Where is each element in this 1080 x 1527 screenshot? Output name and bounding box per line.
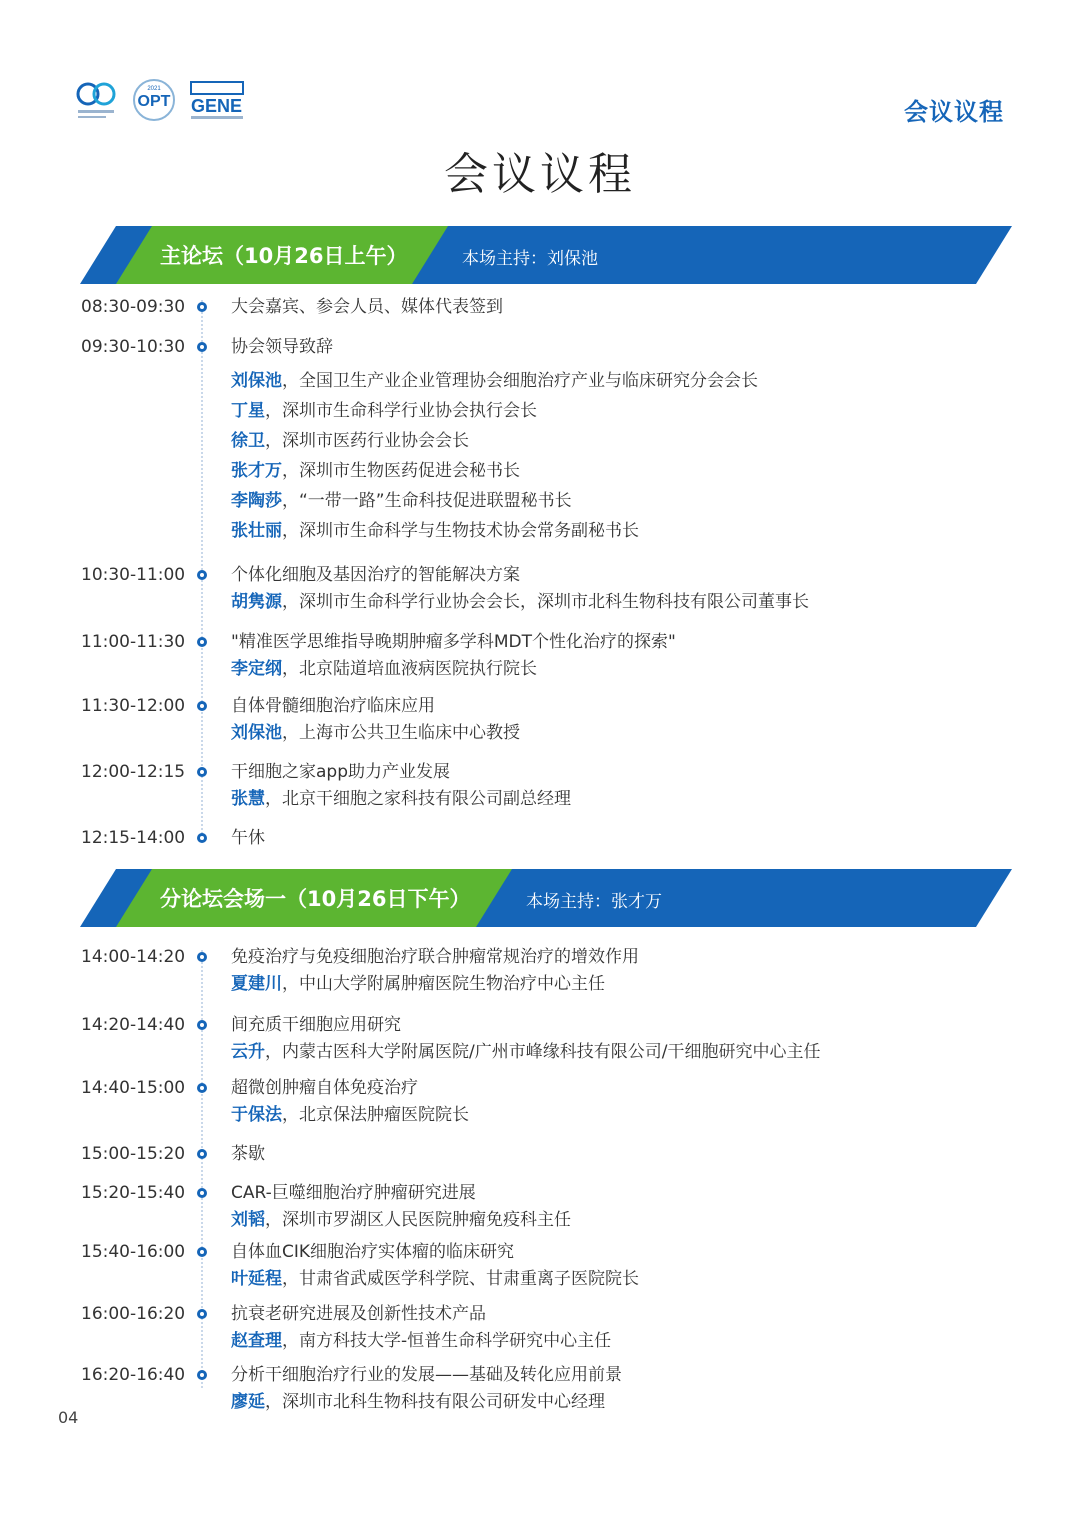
speaker-line xyxy=(231,972,1031,996)
speaker-name: 廖延 xyxy=(231,1392,265,1412)
speaker-role: ，北京陆道培血液病医院执行院长 xyxy=(282,659,537,679)
timeline-dot-icon xyxy=(196,1019,208,1031)
speaker-role: ，深圳市医药行业协会会长 xyxy=(265,431,469,451)
session-banner-main xyxy=(80,226,1012,284)
speaker-line xyxy=(231,399,1031,423)
logo-opt-text: OPT xyxy=(137,93,171,110)
speaker-role: ，全国卫生产业企业管理协会细胞治疗产业与临床研究分会会长 xyxy=(282,371,758,391)
speaker-line xyxy=(231,590,1031,614)
speaker-line xyxy=(231,519,1031,543)
timeline-dot-icon xyxy=(196,636,208,648)
speaker-role: ，内蒙古医科大学附属医院/广州市峰缘科技有限公司/干细胞研究中心主任 xyxy=(265,1042,821,1062)
timeline-dot-icon xyxy=(196,951,208,963)
conference-logos-icon xyxy=(76,78,256,126)
speaker-role: ，深圳市北科生物科技有限公司研发中心经理 xyxy=(265,1392,605,1412)
speaker-role: ，深圳市生命科学行业协会会长，深圳市北科生物科技有限公司董事长 xyxy=(282,592,809,612)
agenda-topic: 超微创肿瘤自体免疫治疗 xyxy=(231,1078,418,1098)
timeline-dot-icon xyxy=(196,832,208,844)
speaker-line xyxy=(231,1329,1031,1353)
session-host: 本场主持：刘保池 xyxy=(462,249,598,269)
agenda-time: 14:20-14:40 xyxy=(81,1015,186,1035)
speaker-name: 叶延程 xyxy=(231,1269,282,1289)
speaker-name: 李定纲 xyxy=(231,659,282,679)
speaker-name: 胡隽源 xyxy=(231,592,282,612)
speaker-line xyxy=(231,1103,1031,1127)
timeline-dot-icon xyxy=(196,341,208,353)
speaker-line xyxy=(231,489,1031,513)
speaker-role: ，深圳市生命科学行业协会执行会长 xyxy=(265,401,537,421)
agenda-topic: 间充质干细胞应用研究 xyxy=(231,1015,401,1035)
agenda-time: 16:00-16:20 xyxy=(81,1304,186,1324)
speaker-role: ，“一带一路”生命科技促进联盟秘书长 xyxy=(282,491,572,511)
agenda-time: 11:30-12:00 xyxy=(81,696,186,716)
timeline-dot-icon xyxy=(196,1148,208,1160)
agenda-topic: 干细胞之家app助力产业发展 xyxy=(231,762,450,782)
agenda-topic: 分析干细胞治疗行业的发展——基础及转化应用前景 xyxy=(231,1365,622,1385)
agenda-time: 11:00-11:30 xyxy=(81,632,186,652)
agenda-topic: 个体化细胞及基因治疗的智能解决方案 xyxy=(231,565,520,585)
speaker-role: ，北京干细胞之家科技有限公司副总经理 xyxy=(265,789,571,809)
agenda-time: 15:20-15:40 xyxy=(81,1183,186,1203)
agenda-topic: 午休 xyxy=(231,828,265,848)
agenda-topic: 大会嘉宾、参会人员、媒体代表签到 xyxy=(231,297,503,317)
agenda-time: 15:40-16:00 xyxy=(81,1242,186,1262)
speaker-name: 张慧 xyxy=(231,789,265,809)
timeline-dot-icon xyxy=(196,1187,208,1199)
timeline-line xyxy=(201,950,203,1390)
agenda-time: 12:15-14:00 xyxy=(81,828,186,848)
speaker-name: 刘保池 xyxy=(231,723,282,743)
logo-gene-text: GENE xyxy=(191,96,243,116)
speaker-role: ，南方科技大学-恒普生命科学研究中心主任 xyxy=(282,1331,612,1351)
agenda-topic: 抗衰老研究进展及创新性技术产品 xyxy=(231,1304,486,1324)
agenda-time: 10:30-11:00 xyxy=(81,565,186,585)
speaker-name: 张才万 xyxy=(231,461,282,481)
speaker-line xyxy=(231,1267,1031,1291)
timeline-dot-icon xyxy=(196,1308,208,1320)
timeline-dot-icon xyxy=(196,1369,208,1381)
speaker-name: 刘韬 xyxy=(231,1210,265,1230)
speaker-role: ，上海市公共卫生临床中心教授 xyxy=(282,723,520,743)
agenda-time: 12:00-12:15 xyxy=(81,762,186,782)
agenda-time: 16:20-16:40 xyxy=(81,1365,186,1385)
speaker-line xyxy=(231,429,1031,453)
agenda-time: 14:00-14:20 xyxy=(81,947,186,967)
speaker-line xyxy=(231,459,1031,483)
speaker-role: ，甘肃省武威医学科学院、甘肃重离子医院院长 xyxy=(282,1269,639,1289)
header-logos xyxy=(76,78,256,126)
timeline-dot-icon xyxy=(196,1246,208,1258)
timeline-dot-icon xyxy=(196,700,208,712)
agenda-topic: 茶歇 xyxy=(231,1144,265,1164)
speaker-line xyxy=(231,721,1031,745)
speaker-line xyxy=(231,1390,1031,1414)
speaker-role: ，深圳市罗湖区人民医院肿瘤免疫科主任 xyxy=(265,1210,571,1230)
agenda-topic: 自体血CIK细胞治疗实体瘤的临床研究 xyxy=(231,1242,515,1262)
agenda-time: 15:00-15:20 xyxy=(81,1144,186,1164)
session-title: 主论坛（10月26日上午） xyxy=(160,244,408,268)
timeline-dot-icon xyxy=(196,1082,208,1094)
timeline-dot-icon xyxy=(196,569,208,581)
speaker-name: 徐卫 xyxy=(231,431,265,451)
speaker-line xyxy=(231,1040,1031,1064)
agenda-time: 14:40-15:00 xyxy=(81,1078,186,1098)
speaker-line xyxy=(231,657,1031,681)
header-section-label: 会议议程 xyxy=(904,98,1004,126)
speaker-name: 李陶莎 xyxy=(231,491,282,511)
speaker-name: 夏建川 xyxy=(231,974,282,994)
agenda-topic: CAR-巨噬细胞治疗肿瘤研究进展 xyxy=(231,1183,476,1203)
timeline-dot-icon xyxy=(196,766,208,778)
session-banner-forum-1 xyxy=(80,869,1012,927)
speaker-line xyxy=(231,1208,1031,1232)
speaker-name: 于保法 xyxy=(231,1105,282,1125)
page-number: 04 xyxy=(58,1408,79,1427)
agenda-time: 08:30-09:30 xyxy=(81,297,186,317)
session-host: 本场主持：张才万 xyxy=(526,892,662,912)
agenda-topic: 协会领导致辞 xyxy=(231,337,333,357)
speaker-name: 刘保池 xyxy=(231,371,282,391)
agenda-topic: 自体骨髓细胞治疗临床应用 xyxy=(231,696,435,716)
speaker-name: 张壮丽 xyxy=(231,521,282,541)
agenda-time: 09:30-10:30 xyxy=(81,337,186,357)
page-title: 会议议程 xyxy=(444,149,636,200)
session-title: 分论坛会场一（10月26日下午） xyxy=(160,887,471,911)
speaker-role: ，深圳市生命科学与生物技术协会常务副秘书长 xyxy=(282,521,639,541)
agenda-topic: "精准医学思维指导晚期肿瘤多学科MDT个性化治疗的探索" xyxy=(231,632,676,652)
speaker-line xyxy=(231,369,1031,393)
speaker-role: ，深圳市生物医药促进会秘书长 xyxy=(282,461,520,481)
speaker-role: ，中山大学附属肿瘤医院生物治疗中心主任 xyxy=(282,974,605,994)
logo-year-text: 2021 xyxy=(147,86,161,92)
speaker-line xyxy=(231,787,1031,811)
speaker-name: 丁星 xyxy=(231,401,265,421)
agenda-topic: 免疫治疗与免疫细胞治疗联合肿瘤常规治疗的增效作用 xyxy=(231,947,639,967)
timeline-dot-icon xyxy=(196,301,208,313)
speaker-name: 赵查理 xyxy=(231,1331,282,1351)
speaker-role: ，北京保法肿瘤医院院长 xyxy=(282,1105,469,1125)
speaker-name: 云升 xyxy=(231,1042,265,1062)
